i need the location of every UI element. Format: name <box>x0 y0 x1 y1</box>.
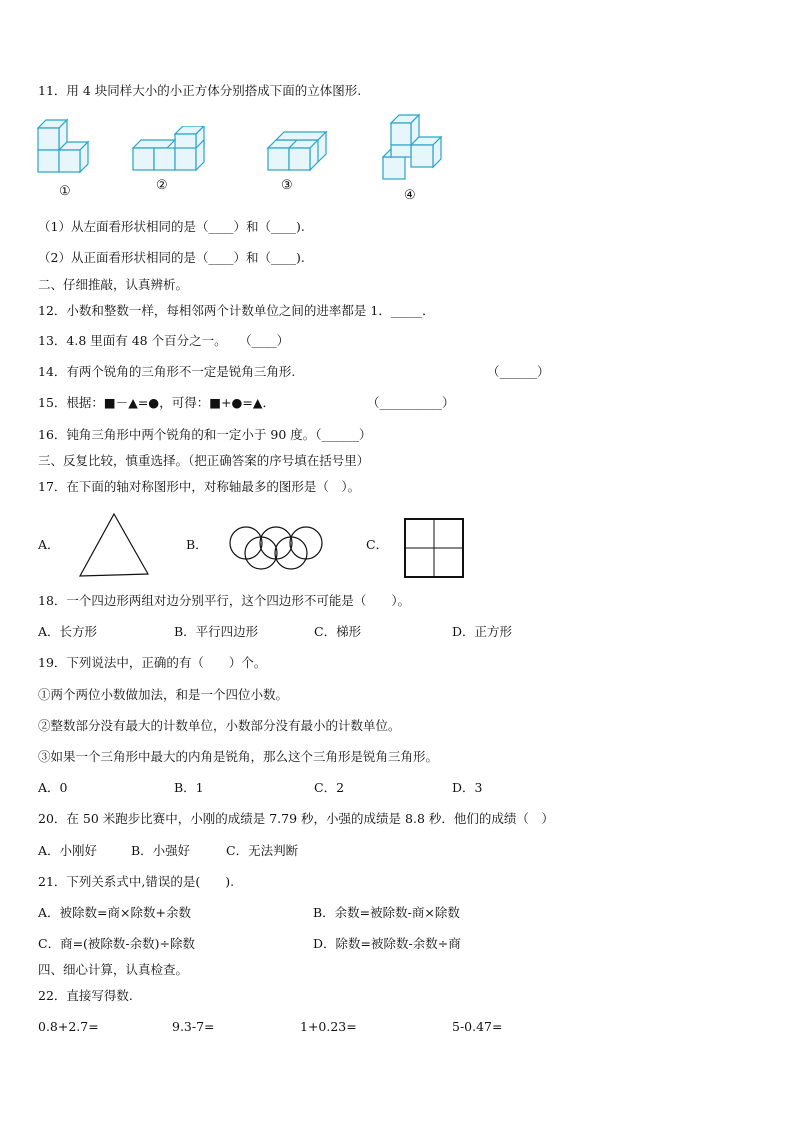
q18-stem: 18．一个四边形两组对边分别平行，这个四边形不可能是（ ）。 <box>38 593 411 608</box>
q21-option-c: C．商=(被除数-余数)÷除数 <box>38 936 195 951</box>
q21-option-b: B．余数=被除数-商×除数 <box>313 905 460 920</box>
q22-item-2: 9.3-7= <box>172 1019 215 1034</box>
section-3-heading: 三、反复比较，慎重选择。（把正确答案的序号填在括号里） <box>38 453 370 468</box>
q20-stem: 20．在 50 米跑步比赛中，小刚的成绩是 7.79 秒，小强的成绩是 8.8 秒．他们的成绩（ ） <box>38 811 554 826</box>
q21-option-d: D．除数=被除数-余数÷商 <box>313 936 461 951</box>
section-4-heading: 四、细心计算，认真检查。 <box>38 962 189 977</box>
cube-figure-3 <box>266 126 330 172</box>
q19-option-d: D．3 <box>452 780 483 795</box>
q14-answer-blank: （______） <box>487 364 550 379</box>
q20-option-c: C．无法判断 <box>226 843 299 858</box>
section-2-heading: 二、仔细推敲，认真辨析。 <box>38 277 189 292</box>
figure-label-4: ④ <box>404 188 416 203</box>
q19-statement-3: ③如果一个三角形中最大的内角是锐角，那么这个三角形是锐角三角形。 <box>38 749 439 764</box>
q18-option-d: D．正方形 <box>452 624 513 639</box>
q22-item-1: 0.8+2.7= <box>38 1019 99 1034</box>
q22-item-3: 1+0.23= <box>300 1019 357 1034</box>
q19-stem: 19．下列说法中，正确的有（ ）个。 <box>38 655 267 670</box>
q20-option-b: B．小强好 <box>131 843 191 858</box>
q17-option-a: A． <box>38 537 60 552</box>
q13: 13．4.8 里面有 48 个百分之一。 （____） <box>38 333 290 348</box>
q18-option-c: C．梯形 <box>314 624 362 639</box>
cube-figure-1 <box>36 118 100 178</box>
figure-label-1: ① <box>59 184 71 199</box>
q12: 12．小数和整数一样，每相邻两个计数单位之间的进率都是 1．_____． <box>38 303 435 318</box>
q20-option-a: A．小刚好 <box>38 843 98 858</box>
triangle-shape <box>78 512 150 578</box>
q18-option-a: A．长方形 <box>38 624 98 639</box>
q18-option-b: B．平行四边形 <box>174 624 259 639</box>
q21-option-a: A．被除数=商×除数+余数 <box>38 905 191 920</box>
q15-answer-blank: （__________） <box>367 395 455 410</box>
q11-stem: 11．用 4 块同样大小的小正方体分别搭成下面的立体图形. <box>38 83 362 98</box>
q21-stem: 21．下列关系式中,错误的是( ). <box>38 874 235 889</box>
q17-stem: 17．在下面的轴对称图形中，对称轴最多的图形是（ ）。 <box>38 479 361 494</box>
q19-statement-2: ②整数部分没有最大的计数单位，小数部分没有最小的计数单位。 <box>38 718 401 733</box>
cube-figure-2 <box>131 126 215 172</box>
q11-sub1: （1）从左面看形状相同的是（____）和（____). <box>38 219 305 234</box>
q15-text: 15．根据：■－▲=●，可得：■+●=▲． <box>38 395 275 410</box>
q22-stem: 22．直接写得数. <box>38 988 133 1003</box>
q22-item-4: 5-0.47= <box>452 1019 503 1034</box>
q17-option-c: C． <box>366 537 389 552</box>
cube-figure-4 <box>381 113 445 183</box>
figure-label-3: ③ <box>281 178 293 193</box>
q16: 16．钝角三角形中两个锐角的和一定小于 90 度。（______） <box>38 427 372 442</box>
q14-text: 14．有两个锐角的三角形不一定是锐角三角形. <box>38 364 296 379</box>
q19-option-a: A．0 <box>38 780 68 795</box>
q11-sub2: （2）从正面看形状相同的是（____）和（____). <box>38 250 305 265</box>
figure-label-2: ② <box>156 178 168 193</box>
q19-statement-1: ①两个两位小数做加法，和是一个四位小数。 <box>38 687 289 702</box>
olympic-rings-shape <box>226 525 330 571</box>
divided-square-shape <box>404 518 466 580</box>
q19-option-b: B．1 <box>174 780 204 795</box>
q19-option-c: C．2 <box>314 780 345 795</box>
q17-option-b: B． <box>186 537 208 552</box>
